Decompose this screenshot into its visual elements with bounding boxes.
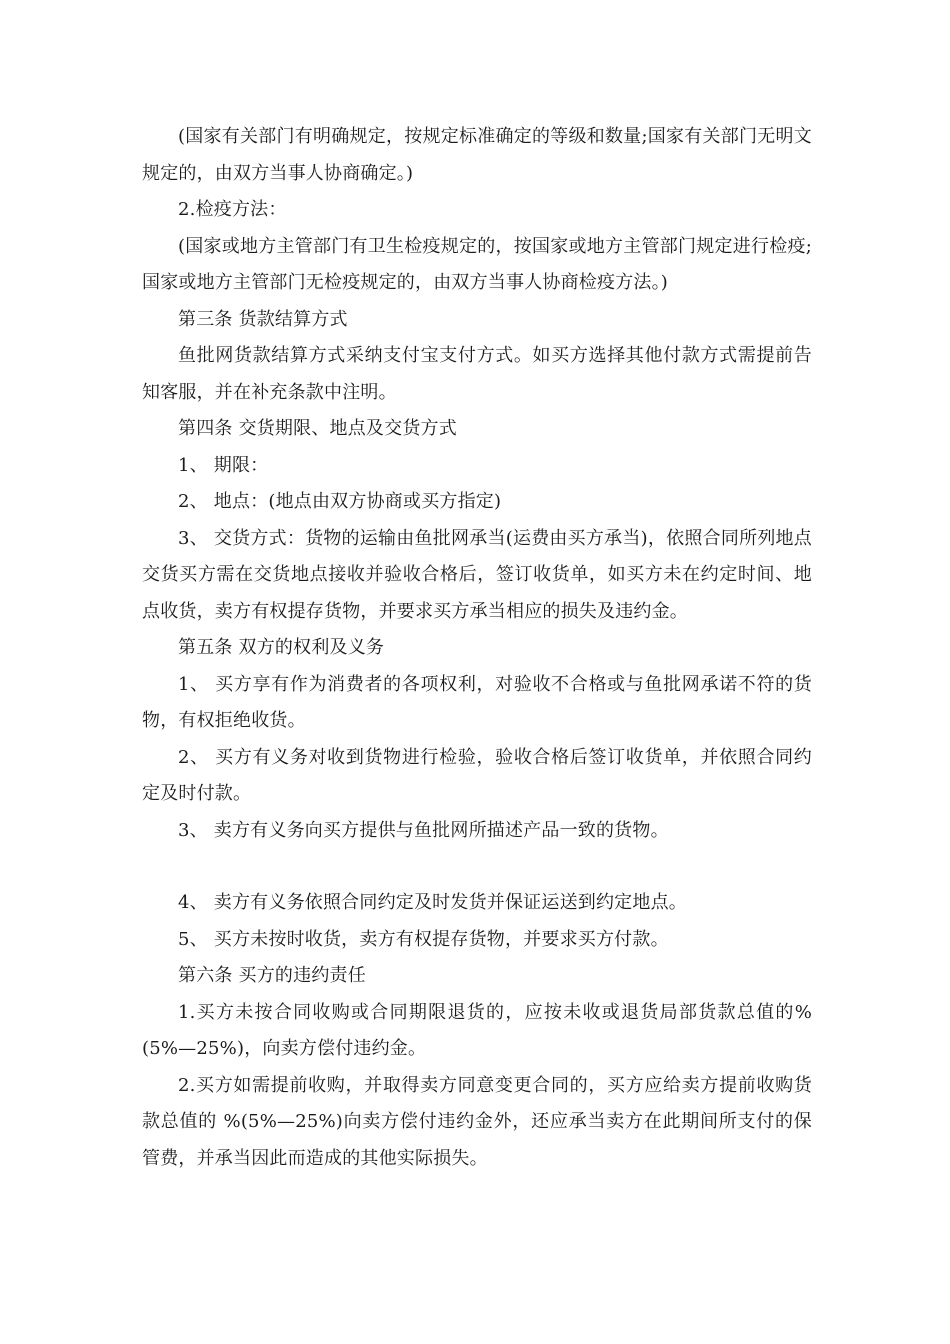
- document-body: [142, 119, 812, 1177]
- article-4-heading: 第四条 交货期限、地点及交货方式: [178, 418, 457, 439]
- paragraph-grade-note: (国家有关部门有明确规定，按规定标准确定的等级和数量;国家有关部门无明文规定的，由双方当事人协商确定。): [142, 126, 812, 184]
- article-3-heading: 第三条 货款结算方式: [178, 308, 348, 330]
- list-item-seller-shipping: 4、 卖方有义务依照合同约定及时发货并保证运送到约定地点。: [178, 892, 687, 913]
- article-5-heading: 第五条 双方的权利及义务: [178, 637, 385, 658]
- paragraph-breach-1: 1.买方未按合同收购或合同期限退货的，应按未收或退货局部货款总值的%(5%—25%)，向卖方偿付违约金。: [142, 1001, 812, 1059]
- paragraph-quarantine-note: (国家或地方主管部门有卫生检疫规定的，按国家或地方主管部门规定进行检疫;国家或地方主管部门无检疫规定的，由双方当事人协商检疫方法。): [142, 235, 812, 293]
- list-item-buyer-late-receipt: 5、 买方未按时收货，卖方有权提存货物，并要求买方付款。: [178, 928, 669, 950]
- paragraph-breach-2: 2.买方如需提前收购，并取得卖方同意变更合同的，买方应给卖方提前收购货款总值的 %(5%—25%)向卖方偿付违约金外，还应承当卖方在此期间所支付的保管费，并承当因此而造成的其他实际损失。: [142, 1074, 812, 1169]
- list-item-deadline: 1、 期限：: [178, 454, 269, 476]
- list-item-location: 2、 地点：(地点由双方协商或买方指定): [178, 491, 502, 512]
- paragraph-quarantine-method-heading: 2.检疫方法：: [178, 199, 287, 220]
- list-item-seller-goods: 3、 卖方有义务向买方提供与鱼批网所描述产品一致的货物。: [178, 819, 669, 841]
- blank-line: [142, 849, 812, 885]
- list-item-buyer-rights: 1、 买方享有作为消费者的各项权利，对验收不合格或与鱼批网承诺不符的货物，有权拒绝收货。: [142, 673, 812, 731]
- paragraph-payment-method: 鱼批网货款结算方式采纳支付宝支付方式。如买方选择其他付款方式需提前告知客服，并在补充条款中注明。: [142, 345, 812, 403]
- list-item-delivery-method: 3、 交货方式：货物的运输由鱼批网承当(运费由买方承当)，依照合同所列地点交货买方需在交货地点接收并验收合格后，签订收货单，如买方未在约定时间、地点收货，卖方有权提存货物，并要求买方承当相应的损失及违约金。: [142, 527, 812, 622]
- list-item-buyer-inspection: 2、 买方有义务对收到货物进行检验，验收合格后签订收货单，并依照合同约定及时付款。: [142, 746, 812, 804]
- article-6-heading: 第六条 买方的违约责任: [178, 965, 366, 986]
